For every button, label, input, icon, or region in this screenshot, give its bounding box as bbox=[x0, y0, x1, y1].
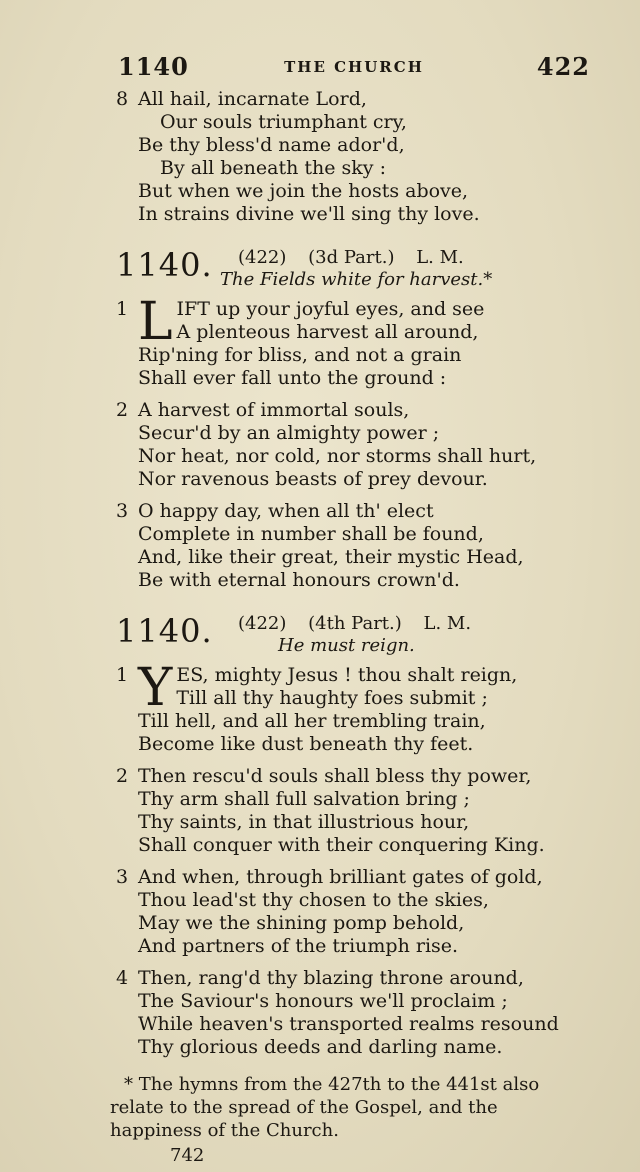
verse-line: Thy saints, in that illustrious hour, bbox=[138, 811, 470, 833]
hymn-ref: (422) bbox=[238, 613, 287, 634]
footnote: * The hymns from the 427th to the 441st also relate to the spread of the Gospel, and the happiness of the Church. bbox=[110, 1074, 540, 1141]
hymn-subtitle: He must reign. bbox=[278, 635, 415, 656]
drop-cap: L bbox=[138, 292, 173, 352]
verse-line: ES, mighty Jesus ! thou shalt reign, bbox=[176, 664, 518, 686]
hymn-meter: L. M. bbox=[423, 613, 472, 634]
verse-line: Shall conquer with their conquering King. bbox=[138, 834, 545, 856]
hymn-number: 1140. bbox=[116, 612, 213, 650]
stanza-number: 8 bbox=[116, 88, 129, 110]
verse-line: And when, through brilliant gates of gold, bbox=[138, 866, 543, 888]
stanza-number: 1 bbox=[116, 664, 129, 686]
hymn-subtitle: The Fields white for harvest.* bbox=[220, 269, 493, 290]
stanza-number: 2 bbox=[116, 399, 129, 421]
verse-line: Then, rang'd thy blazing throne around, bbox=[138, 967, 524, 989]
verse-line: Till all thy haughty foes submit ; bbox=[176, 687, 488, 709]
verse-line: O happy day, when all th' elect bbox=[138, 500, 434, 522]
stanza bbox=[110, 399, 600, 491]
running-header bbox=[118, 52, 590, 86]
stanza-number: 1 bbox=[116, 298, 129, 320]
verse-line: Complete in number shall be found, bbox=[138, 523, 484, 545]
verse-line: Be with eternal honours crown'd. bbox=[138, 569, 460, 591]
verse-line: All hail, incarnate Lord, bbox=[138, 88, 367, 110]
verse-line: And, like their great, their mystic Head, bbox=[138, 546, 524, 568]
hymn-ref: (422) bbox=[238, 247, 287, 268]
stanza-number: 2 bbox=[116, 765, 129, 787]
verse-line: Nor heat, nor cold, nor storms shall hurt, bbox=[138, 445, 537, 467]
hymn-number: 1140. bbox=[116, 246, 213, 284]
header-hymn-number: 1140 bbox=[118, 52, 189, 81]
verse-line: A harvest of immortal souls, bbox=[138, 399, 410, 421]
verse-line: Rip'ning for bliss, and not a grain bbox=[138, 344, 462, 366]
stanza bbox=[110, 866, 600, 958]
verse-line: Shall ever fall unto the ground : bbox=[138, 367, 447, 389]
drop-cap: Y bbox=[138, 658, 173, 718]
verse-line: Nor ravenous beasts of prey devour. bbox=[138, 468, 488, 490]
hymn-part: (3d Part.) bbox=[308, 247, 395, 268]
stanza bbox=[110, 967, 600, 1059]
page-number: 742 bbox=[170, 1145, 205, 1166]
verse-line: By all beneath the sky : bbox=[160, 157, 386, 179]
hymn-meta bbox=[238, 612, 487, 635]
verse-line: Thy glorious deeds and darling name. bbox=[138, 1036, 503, 1058]
verse-line: While heaven's transported realms resound bbox=[138, 1013, 559, 1035]
stanza-number: 3 bbox=[116, 500, 129, 522]
verse-line: The Saviour's honours we'll proclaim ; bbox=[138, 990, 508, 1012]
verse-line: Thou lead'st thy chosen to the skies, bbox=[138, 889, 489, 911]
stanza bbox=[110, 292, 600, 390]
stanza-prev-8 bbox=[110, 88, 600, 226]
hymn-heading bbox=[110, 604, 600, 662]
stanza-number: 4 bbox=[116, 967, 129, 989]
verse-line: Till hell, and all her trembling train, bbox=[138, 710, 486, 732]
hymn-meter: L. M. bbox=[416, 247, 464, 268]
hymn-meta bbox=[238, 246, 480, 269]
verse-line: May we the shining pomp behold, bbox=[138, 912, 465, 934]
stanza bbox=[110, 658, 600, 756]
verse-line: Be thy bless'd name ador'd, bbox=[138, 134, 405, 156]
verse-line: But when we join the hosts above, bbox=[138, 180, 469, 202]
verse-line: Become like dust beneath thy feet. bbox=[138, 733, 474, 755]
verse-line: IFT up your joyful eyes, and see bbox=[176, 298, 485, 320]
verse-line: In strains divine we'll sing thy love. bbox=[138, 203, 480, 225]
verse-line: Thy arm shall full salvation bring ; bbox=[138, 788, 470, 810]
verse-line: And partners of the triumph rise. bbox=[138, 935, 459, 957]
page-content bbox=[110, 88, 600, 1167]
verse-line: Our souls triumphant cry, bbox=[160, 111, 407, 133]
hymn-part: (4th Part.) bbox=[308, 613, 402, 634]
stanza-number: 3 bbox=[116, 866, 129, 888]
header-page-ref: 422 bbox=[536, 52, 590, 81]
hymn-heading bbox=[110, 238, 600, 296]
verse-line: Secur'd by an almighty power ; bbox=[138, 422, 440, 444]
stanza bbox=[110, 500, 600, 592]
verse-line: A plenteous harvest all around, bbox=[176, 321, 479, 343]
header-title: THE CHURCH bbox=[284, 58, 424, 76]
verse-line: Then rescu'd souls shall bless thy power, bbox=[138, 765, 532, 787]
stanza bbox=[110, 765, 600, 857]
